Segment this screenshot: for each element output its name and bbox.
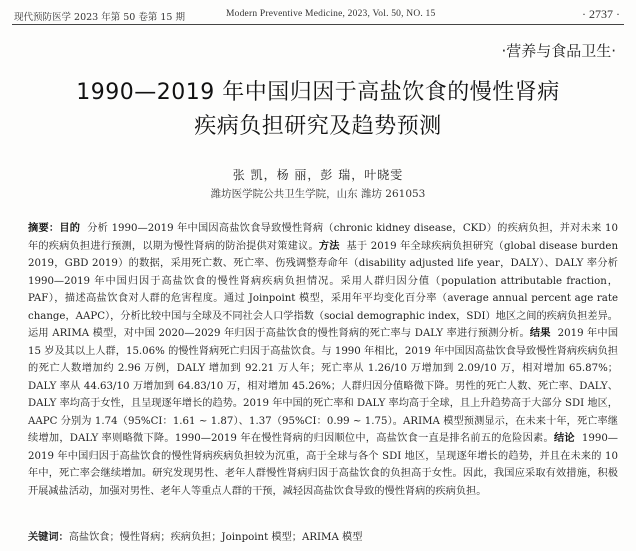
results-label: 结果 xyxy=(529,328,551,339)
results-text: 2019 年中国 15 岁及其以上人群，15.06% 的慢性肾病死亡归因于高盐饮食。与 1990 年相比，2019 年中国因高盐饮食导致慢性肾病疾病负担的死亡人数增加约 2.96 万例，DALY 增加到 92.21 万人年；死亡率从 1.26/10 万增加到 2.09/10 万，相对增加 65.87%；DALY 率从 44.63/10 万增加到 64.83/10 万，相对增加 45.26%；人群归因分值略微下降。男性的死亡人数、死亡率、DALY、DALY 率均高于女性，且呈现逐年增长的趋势。2019 年中国的死亡率和 DALY 率均高于全球，且上升趋势高于大部分 SDI 地区，AAPC 分别为 1.74（95%CI：1.61 ~ 1.87）、1.37（95%CI：0.99 ~ 1.75）。ARIMA 模型预测显示，在未来十年，死亡率继续增加，DALY 率则略微下降。1990—2019 年在慢性肾病的归因顺位中，高盐饮食一直是排名前五的危险因素。 xyxy=(28,328,619,444)
conclusion-label: 结论 xyxy=(553,433,575,444)
keywords-text: 高盐饮食；慢性肾病；疾病负担；Joinpoint 模型；ARIMA 模型 xyxy=(68,532,363,543)
page-number: · 2737 · xyxy=(582,7,620,21)
affiliation: 潍坊医学院公共卫生学院，山东 潍坊 261053 xyxy=(210,188,426,200)
objective-label: 目的 xyxy=(59,223,81,234)
objective-text: 分析 1990—2019 年中国因高盐饮食导致慢性肾病（chronic kidney disease，CKD）的疾病负担，并对未来 10 年的疾病负担进行预测，以期为慢性肾病的防治提供对策建议。 xyxy=(28,223,618,252)
paper-title xyxy=(20,76,616,144)
title-line-2: 疾病负担研究及趋势预测 xyxy=(194,114,442,139)
header-divider xyxy=(12,24,624,25)
author-list: 张 凯，杨 丽，彭 瑞，叶晓雯 xyxy=(232,168,404,182)
abstract xyxy=(28,220,618,500)
conclusion-text: 1990—2019 年中国归因于高盐饮食的慢性肾病疾病负担较为沉重，高于全球与各个 SDI 地区，呈现逐年增长的趋势，并且在未来的 10 年中，死亡率会继续增加。研究发现男性、老年人群慢性肾病归因于高盐饮食的负担高于女性。因此，我国应采取有效措施，积极开展减盐活动，加强对男性、老年人等重点人群的干预，减轻因高盐饮食导致的慢性肾病的疾病负担。 xyxy=(28,433,618,497)
keywords xyxy=(28,530,618,546)
title-line-1: 1990—2019 年中国归因于高盐饮食的慢性肾病 xyxy=(76,80,560,105)
running-header xyxy=(14,6,622,24)
journal-name-en: Modern Preventive Medicine, 2023, Vol. 50, NO. 15 xyxy=(226,9,436,19)
keywords-label: 关键词： xyxy=(28,532,69,543)
journal-name-cn: 现代预防医学 2023 年第 50 卷第 15 期 xyxy=(14,12,185,23)
abstract-label: 摘要： xyxy=(28,223,60,234)
section-tag: ·营养与食品卫生· xyxy=(501,42,616,60)
methods-label: 方法 xyxy=(318,240,340,252)
methods-text: 基于 2019 年全球疾病负担研究（global disease burden 2019，GBD 2019）的数据，采用死亡数、死亡率、伤残调整寿命年（disability adjusted life year，DALY）、DALY 率分析 1990—2019 年中国归因于高盐饮食的慢性肾病疾病负担情况。采用人群归因分值（population attributable fraction，PAF），描述高盐饮食对人群的危害程度。通过 Joinpoint 模型，采用年平均变化百分率（average annual percent age rate change，AAPC），分析比较中国与全球及不同社会人口学指数（social demographic index，SDI）地区之间的疾病负担差异。运用 ARIMA 模型，对中国 2020—2029 年归因于高盐饮食的慢性肾病的死亡率与 DALY 率进行预测分析。 xyxy=(28,240,619,339)
